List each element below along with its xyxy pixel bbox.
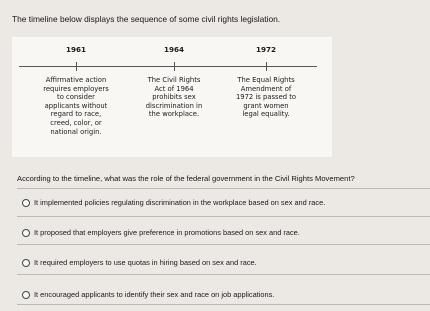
answer-option-label: It proposed that employers give preference in promotions based on sex and race. bbox=[34, 228, 300, 237]
divider bbox=[17, 304, 430, 305]
radio-icon[interactable] bbox=[22, 259, 30, 267]
timeline-year-1972: 1972 bbox=[255, 45, 277, 54]
timeline-year-1964: 1964 bbox=[163, 45, 185, 54]
answer-option-1[interactable] bbox=[22, 198, 325, 207]
radio-icon[interactable] bbox=[22, 229, 30, 237]
timeline-year-1961: 1961 bbox=[65, 45, 87, 54]
answer-option-4[interactable] bbox=[22, 290, 274, 299]
answer-option-3[interactable] bbox=[22, 258, 257, 267]
divider bbox=[17, 274, 430, 275]
timeline-tick-1961 bbox=[76, 62, 77, 71]
answer-option-label: It implemented policies regulating discrimination in the workplace based on sex and race. bbox=[34, 198, 326, 207]
timeline-tick-1964 bbox=[174, 62, 175, 71]
timeline-tick-1972 bbox=[266, 62, 267, 71]
answer-option-2[interactable] bbox=[22, 228, 300, 237]
timeline-event-1972: The Equal Rights Amendment of 1972 is passed to grant women legal equality. bbox=[235, 76, 297, 119]
divider bbox=[17, 188, 430, 189]
answer-option-label: It encouraged applicants to identify their sex and race on job applications. bbox=[34, 290, 275, 299]
intro-text: The timeline below displays the sequence of some civil rights legislation. bbox=[12, 14, 281, 24]
question-text: According to the timeline, what was the role of the federal government in the Civil Rights Movement? bbox=[17, 174, 355, 183]
radio-icon[interactable] bbox=[22, 199, 30, 207]
answer-option-label: It required employers to use quotas in hiring based on sex and race. bbox=[34, 258, 257, 267]
timeline-figure bbox=[12, 37, 332, 157]
timeline-axis bbox=[19, 66, 317, 67]
divider bbox=[17, 244, 430, 245]
timeline-event-1961: Affirmative action requires employers to consider applicants without regard to race, creed, color, or national origin. bbox=[43, 76, 109, 136]
radio-icon[interactable] bbox=[22, 291, 30, 299]
timeline-event-1964: The Civil Rights Act of 1964 prohibits sex discrimination in the workplace. bbox=[145, 76, 203, 119]
divider bbox=[17, 216, 430, 217]
